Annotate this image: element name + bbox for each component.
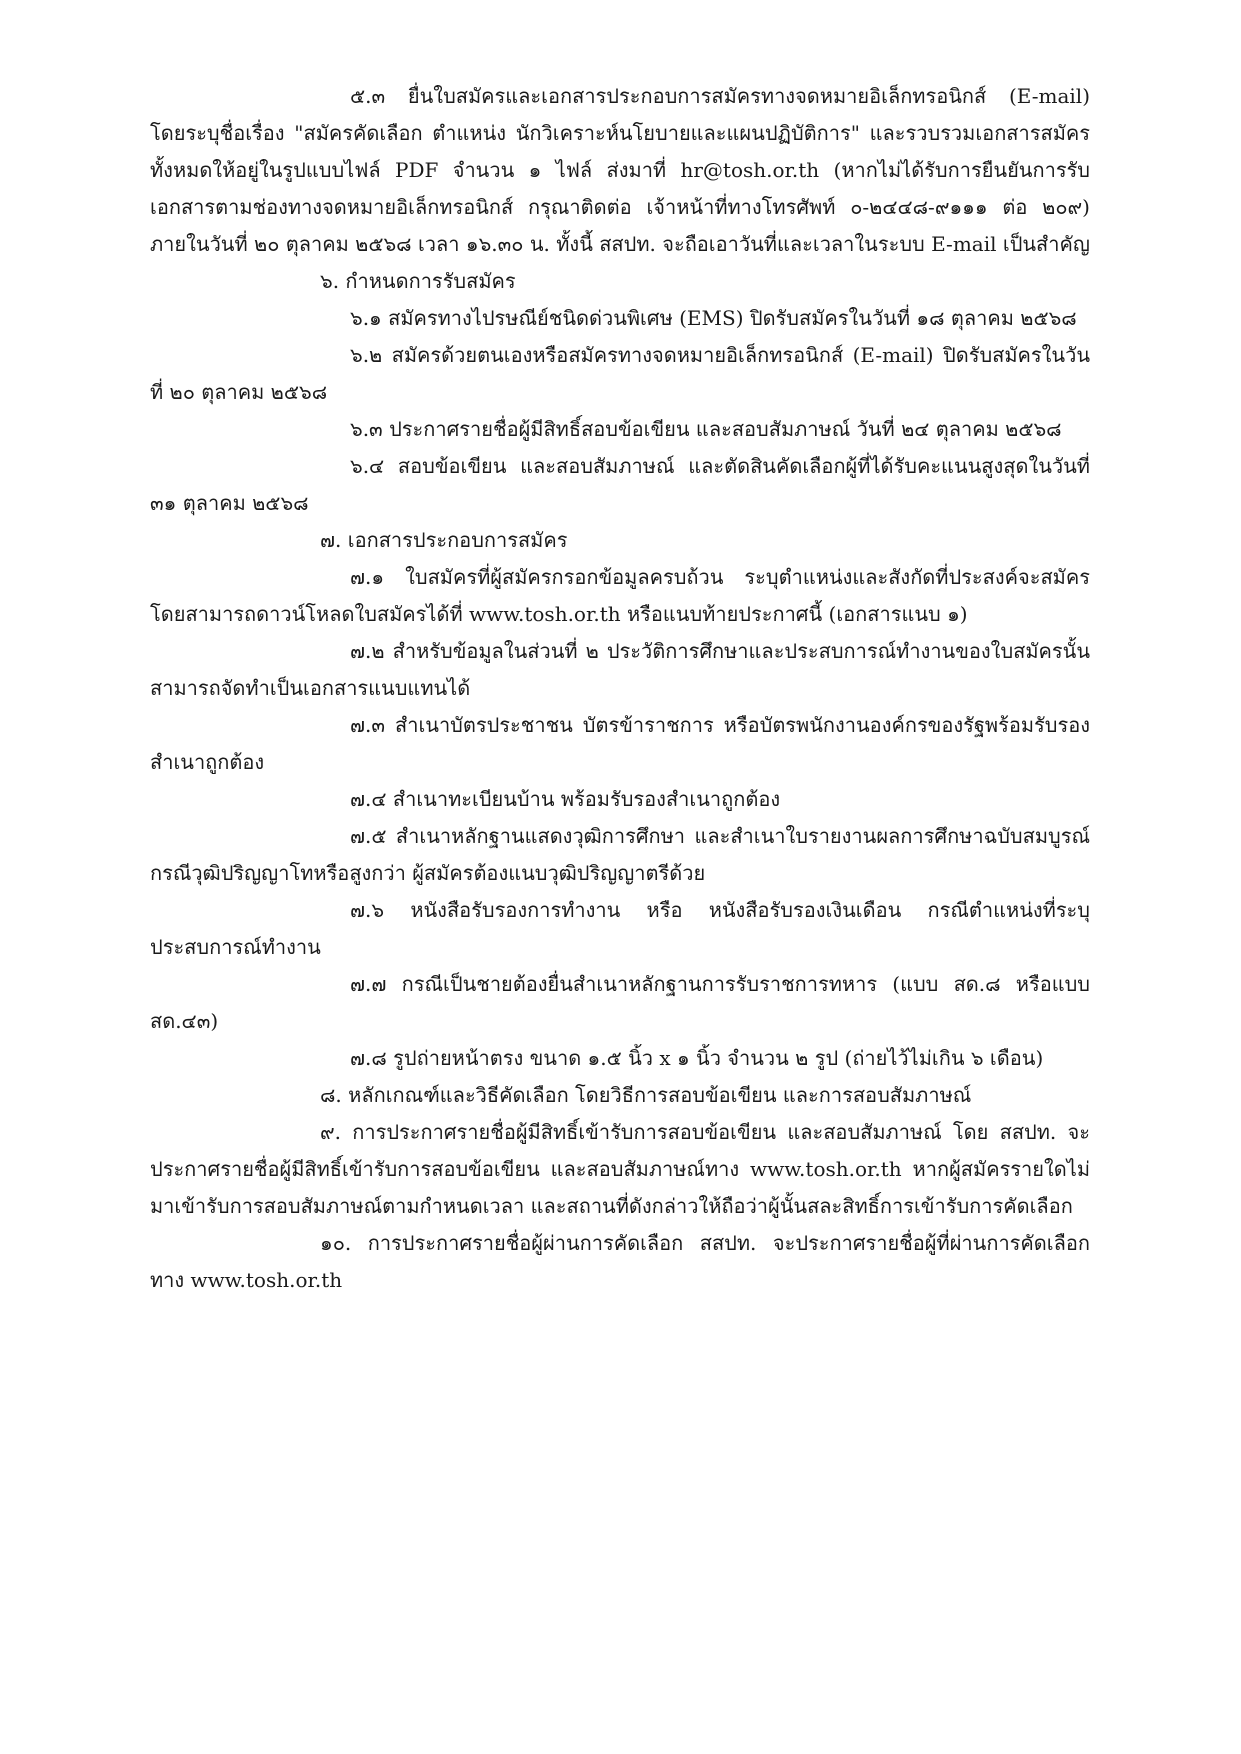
paragraph-7-8: ๗.๘ รูปถ่ายหน้าตรง ขนาด ๑.๕ นิ้ว x ๑ นิ้ว จำนวน ๒ รูป (ถ่ายไว้ไม่เกิน ๖ เดือน) — [350, 1046, 1044, 1070]
paragraph-7-3: ๗.๓ สำเนาบัตรประชาชน บัตรข้าราชการ หรือบัตรพนักงานองค์กรของรัฐพร้อมรับรองสำเนาถูกต้อง — [150, 713, 1090, 774]
document-page — [150, 78, 1090, 1299]
paragraph-6-4: ๖.๔ สอบข้อเขียน และสอบสัมภาษณ์ และตัดสินคัดเลือกผู้ที่ได้รับคะแนนสูงสุดในวันที่ ๓๑ ตุลาคม ๒๕๖๘ — [150, 454, 1090, 515]
paragraph-7-4: ๗.๔ สำเนาทะเบียนบ้าน พร้อมรับรองสำเนาถูกต้อง — [350, 787, 781, 811]
paragraph-6-1: ๖.๑ สมัครทางไปรษณีย์ชนิดด่วนพิเศษ (EMS) ปิดรับสมัครในวันที่ ๑๘ ตุลาคม ๒๕๖๘ — [350, 306, 1077, 330]
paragraph-6-2: ๖.๒ สมัครด้วยตนเองหรือสมัครทางจดหมายอิเล็กทรอนิกส์ (E-mail) ปิดรับสมัครในวันที่ ๒๐ ตุลาคม ๒๕๖๘ — [150, 343, 1090, 404]
paragraph-5-3: ๕.๓ ยื่นใบสมัครและเอกสารประกอบการสมัครทางจดหมายอิเล็กทรอนิกส์ (E-mail) โดยระบุชื่อเรื่อง "สมัครคัดเลือก ตำแหน่ง นักวิเคราะห์นโยบายและแผนปฏิบัติการ" และรวบรวมเอกสารสมัครทั้งหมดให้อยู่ในรูปแบบไฟล์ PDF จำนวน ๑ ไฟล์ ส่งมาที่ hr@tosh.or.th (หากไม่ได้รับการยืนยันการรับเอกสารตามช่องทางจดหมายอิเล็กทรอนิกส์ กรุณาติดต่อ เจ้าหน้าที่ทางโทรศัพท์ ๐-๒๔๔๘-๙๑๑๑ ต่อ ๒๐๙) ภายในวันที่ ๒๐ ตุลาคม ๒๕๖๘ เวลา ๑๖.๓๐ น. ทั้งนี้ สสปท. จะถือเอาวันที่และเวลาในระบบ E-mail เป็นสำคัญ — [150, 84, 1090, 256]
heading-7-documents: ๗. เอกสารประกอบการสมัคร — [320, 528, 568, 552]
paragraph-7-6: ๗.๖ หนังสือรับรองการทำงาน หรือ หนังสือรับรองเงินเดือน กรณีตำแหน่งที่ระบุประสบการณ์ทำงาน — [150, 898, 1090, 959]
paragraph-10-results: ๑๐. การประกาศรายชื่อผู้ผ่านการคัดเลือก สสปท. จะประกาศรายชื่อผู้ที่ผ่านการคัดเลือก ทาง www.tosh.or.th — [150, 1231, 1090, 1292]
paragraph-7-1: ๗.๑ ใบสมัครที่ผู้สมัครกรอกข้อมูลครบถ้วน ระบุตำแหน่งและสังกัดที่ประสงค์จะสมัคร โดยสามารถดาวน์โหลดใบสมัครได้ที่ www.tosh.or.th หรือแนบท้ายประกาศนี้ (เอกสารแนบ ๑) — [150, 565, 1090, 626]
paragraph-7-2: ๗.๒ สำหรับข้อมูลในส่วนที่ ๒ ประวัติการศึกษาและประสบการณ์ทำงานของใบสมัครนั้นสามารถจัดทำเป็นเอกสารแนบแทนได้ — [150, 639, 1090, 700]
paragraph-9-announcement: ๙. การประกาศรายชื่อผู้มีสิทธิ์เข้ารับการสอบข้อเขียน และสอบสัมภาษณ์ โดย สสปท. จะประกาศรายชื่อผู้มีสิทธิ์เข้ารับการสอบข้อเขียน และสอบสัมภาษณ์ทาง www.tosh.or.th หากผู้สมัครรายใดไม่มาเข้ารับการสอบสัมภาษณ์ตามกำหนดเวลา และสถานที่ดังกล่าวให้ถือว่าผู้นั้นสละสิทธิ์การเข้ารับการคัดเลือก — [150, 1120, 1090, 1218]
paragraph-6-3: ๖.๓ ประกาศรายชื่อผู้มีสิทธิ์สอบข้อเขียน และสอบสัมภาษณ์ วันที่ ๒๔ ตุลาคม ๒๕๖๘ — [350, 417, 1062, 441]
paragraph-7-7: ๗.๗ กรณีเป็นชายต้องยื่นสำเนาหลักฐานการรับราชการทหาร (แบบ สด.๘ หรือแบบ สด.๔๓) — [150, 972, 1090, 1033]
heading-6-application-schedule: ๖. กำหนดการรับสมัคร — [320, 269, 516, 293]
paragraph-8-criteria: ๘. หลักเกณฑ์และวิธีคัดเลือก โดยวิธีการสอบข้อเขียน และการสอบสัมภาษณ์ — [320, 1083, 972, 1107]
paragraph-7-5: ๗.๕ สำเนาหลักฐานแสดงวุฒิการศึกษา และสำเนาใบรายงานผลการศึกษาฉบับสมบูรณ์กรณีวุฒิปริญญาโทหรือสูงกว่า ผู้สมัครต้องแนบวุฒิปริญญาตรีด้วย — [150, 824, 1090, 885]
